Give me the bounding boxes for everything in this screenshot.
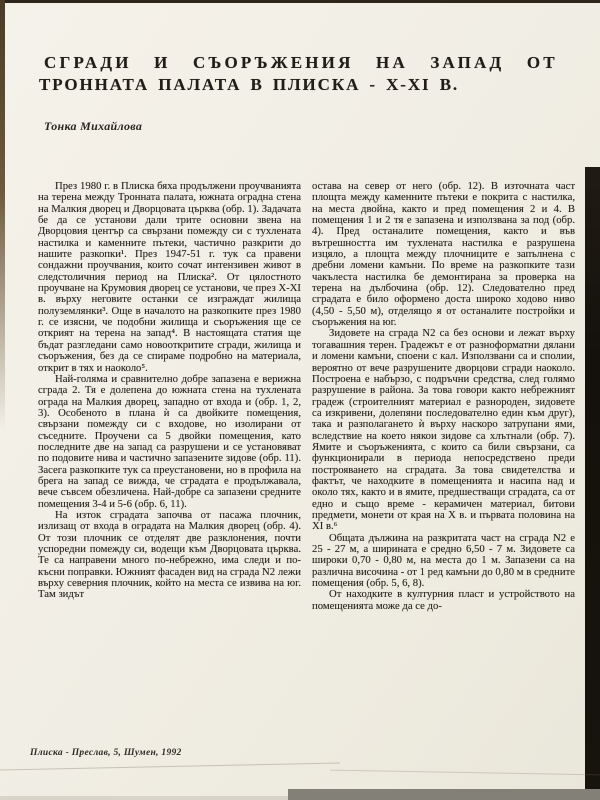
paragraph: От находките в културния пласт и устройството на помещенията може да се до- bbox=[312, 588, 575, 612]
paragraph: През 1980 г. в Плиска бяха продължени проучванията на терена между Тронната палата, южната оградна стена на Малкия дворец и Дворцовата църква (обр. 1). Задачата бе да се установи дали трите основни звена на Дворцовия център са свързани помежду си с тухлената настилка и каменните пътеки, частично разкрити до нашите разкопки¹. През 1947-51 г. тук са правени сондажни проучвания, които сочат интензивен живот в следстоличния период на Плиска². От цялостното проучване на Крумовия дворец се установи, че през X-XI в. върху неговите останки се изграждат жилища полуземлянки³. Още в началото на разкопките през 1980 г. се изясни, че подобни жилища и съоръжения ще се открият на терена на запад⁴. В настоящата статия ще бъдат разгледани само новооткритите сгради, жилища и съоръжения, без да се спираме подробно на материала, открит в тях и наоколо⁵. bbox=[38, 180, 301, 374]
paragraph: На изток сградата започва от пасажа плочник, излизащ от входа в оградата на Малкия дворец (обр. 4). От този плочник се отделят две разклонения, почти успоредни помежду си, водещи към Дворцовата църква. Те са направени много по-небрежно, има следи и по-късни поправки. Южният фасаден вид на сграда N2 лежи върху северния плочник, който на места се извива на юг. Там зидът bbox=[38, 508, 301, 601]
article-title-line1: СГРАДИ И СЪОРЪЖЕНИЯ НА ЗАПАД ОТ bbox=[44, 53, 558, 72]
scan-edge-left bbox=[0, 0, 5, 430]
scan-edge-right bbox=[585, 167, 600, 794]
paragraph: Общата дължина на разкритата част на сграда N2 е 25 - 27 м, а ширината е средно 6,50 - 7 м. Зидовете са широки 0,70 - 0,80 м, на места до 1 м. Запазени са на различна височина - от 1 ред камъни до 0,80 м в средните помещения (обр. 5, 6, 8). bbox=[312, 531, 575, 590]
two-column-body bbox=[38, 181, 575, 612]
scan-edge-top bbox=[0, 0, 600, 3]
right-column bbox=[312, 181, 575, 612]
journal-footer: Плиска - Преслав, 5, Шумен, 1992 bbox=[30, 748, 182, 758]
article-title-line2: ТРОННАТА ПАЛАТА В ПЛИСКА - X-XI В. bbox=[39, 75, 460, 94]
left-column bbox=[38, 181, 301, 612]
article-title bbox=[39, 52, 575, 96]
paper-crease-right bbox=[330, 770, 600, 776]
paragraph-continuation: остава на север от него (обр. 12). В източната част площта между каменните пътеки е покрита с настилка, на места двойна, както и пред помещения 2 и 4. В помещения 1 и 2 тя е запазена и използвана за под (обр. 4). Пред останалите помещения, както и във вътрешността им тухлената настилка е разрушена изцяло, а площта между плочниците е запълнена с дребни ломени камъни. По време на разкопките тази чакълеста настилка бе демонтирана за проверка на терена на дълбочина (обр. 12). Следователно пред сградата е било оформено доста широко ходово ниво (4,50 - 5,50 м), отделящо я от останалите постройки и съоръжения на юг. bbox=[312, 180, 575, 329]
paragraph: Най-голяма и сравнително добре запазена е верижна сграда 2. Тя е долепена до южната стена на тухлената ограда на Малкия дворец, западно от входа и (обр. 1, 2, 3). Особеното в плана ѝ са двойките помещения, свързани помежду си с входове, но изолирани от съседните. Проучени са 5 двойки помещения, като последните две на запад са разрушени и се установяват по подовите нива и частично запазените зидове (обр. 11). Засега разкопките тук са преустановени, но в профила на брега на запад се вижда, че сградата е продължавала, вече съвсем обезличена. Най-добре са запазени средните помещения 3-4 и 5-6 (обр. 6, 11). bbox=[38, 372, 301, 510]
article-content bbox=[38, 52, 575, 612]
paper-crease bbox=[0, 762, 340, 770]
scan-edge-bottom-light bbox=[0, 796, 288, 800]
paragraph: Зидовете на сграда N2 са без основи и лежат върху тогавашния терен. Градежът е от разноформатни дялани и ломени камъни, споени с кал. Използвани са и сполии, вероятно от вече разрушените дворцови сгради наоколо. Построена е набързо, с подръчни средства, след голямо разрушение в района. За това говори както небрежният градеж (строителният материал е разнороден, зидовете са изкривени, долепяни последователно един към друг), така и разполагането ѝ върху наскоро затрупани ями, вследствие на което някои зидове са хлътнали (обр. 7). Ямите и съоръженията, с които са били свързани, са функционирали в периода непосредствено преди построяването на сградата. За това свидетелства и фактът, че находките в помещенията и насипа над и около тях, както и в ямите, предшестващи сградата, са от едно и също време - керамичен материал, битови предмети, монети от края на X в. и първата половина на XI в.⁶ bbox=[312, 327, 575, 533]
author-name: Тонка Михайлова bbox=[44, 119, 143, 133]
scan-edge-bottom bbox=[288, 789, 600, 800]
